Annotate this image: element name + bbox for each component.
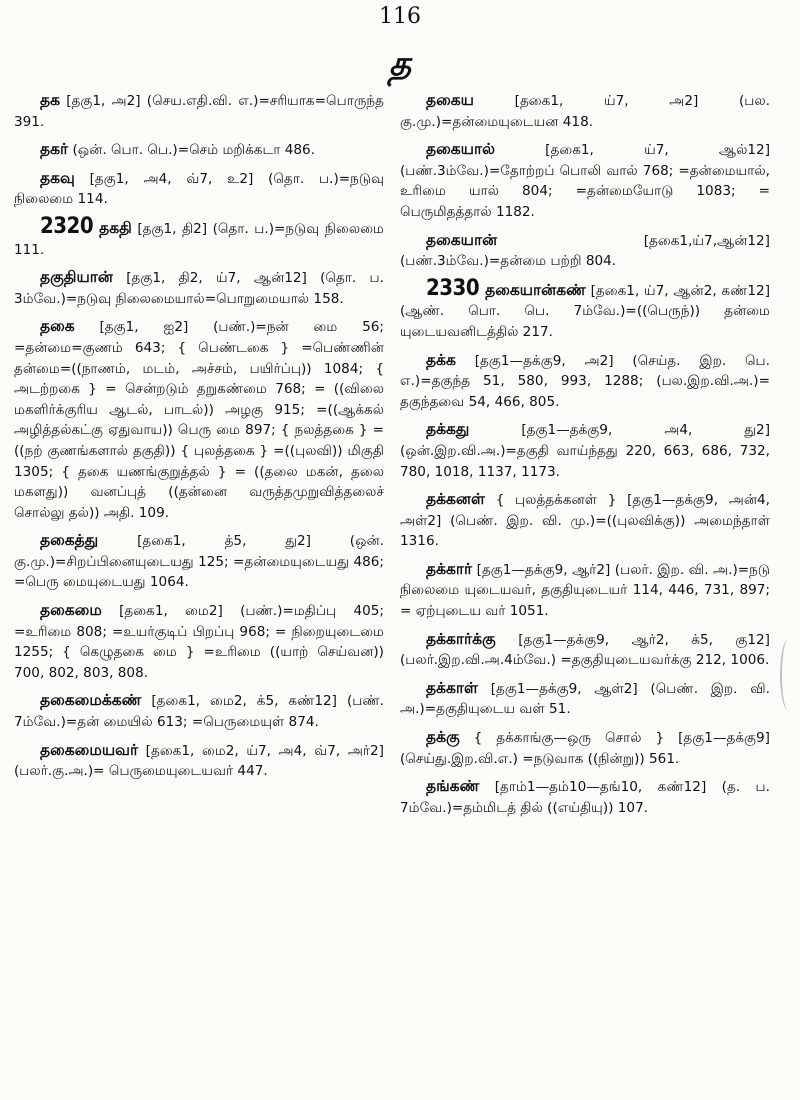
entry-definition: [தகு1, அ4, வ்7, உ2] (தொ. ப.)=நடுவு நிலைமை 114. — [14, 170, 385, 208]
entry-headword: தக்கு — [426, 728, 460, 747]
dictionary-entry — [400, 419, 770, 482]
entry-definition: [தகு1—தக்கு9, ஆள்2] (பெண். இற. வி. அ.)=தகுதியுடைய வள் 51. — [400, 680, 770, 718]
entry-headword: தகையான்கண் — [485, 280, 586, 299]
dictionary-entry — [400, 629, 770, 671]
entry-definition: [தாம்1—தம்10—தங்10, கண்12] (த. ப. 7ம்வே.)=தம்மிடத் தில் ((எய்தியு)) 107. — [400, 779, 770, 816]
entry-definition: [தகை1, ய்7, ஆல்12] (பண்.3ம்வே.)=தோற்றப் பொலி வால் 768; =தன்மையால், உரிமை யால் 804; =தன்மையோடு 1083; = பெருமிதத்தால் 1182. — [400, 142, 771, 220]
entry-headword: தகதி — [99, 218, 132, 237]
entry-definition: [தகு1, அ2] (செய.எதி.வி. எ.)=சரியாக=பொருந்த 391. — [14, 93, 384, 130]
entry-definition: [தகை1, மை2, க்5, கண்12] (பண். 7ம்வே.)=தன் மையில் 613; =பெருமையுள் 874. — [14, 693, 384, 731]
dictionary-entry — [400, 350, 770, 413]
entry-definition: [தகு1—தக்கு9, ஆர்2, க்5, கு12] (பலர்.இற.வி.அ.4ம்வே.) =தகுதியுடையவர்க்கு 212, 1006. — [400, 631, 770, 669]
entry-headword: தக்கனள் — [426, 490, 485, 509]
section-letter: த — [388, 44, 412, 84]
entry-definition: [தகு1, தி2, ய்7, ஆன்12] (தொ. ப. 3ம்வே.)=நடுவு நிலைமையால்=பொறுமையால் 158. — [14, 270, 384, 307]
dictionary-entry — [400, 139, 770, 222]
entry-headword: தகையால் — [426, 140, 495, 159]
entry-definition: [தகை1, ய்7, ஆன்2, கண்12] (ஆண். பொ. பெ. 7ம்வே.)=((பெருந்)) தன்மை யுடையவனிடத்தில் 217. — [400, 282, 770, 340]
dictionary-entry — [400, 230, 770, 272]
dictionary-entry — [14, 530, 384, 593]
entry-number: 2330 — [426, 275, 480, 301]
dictionary-entry — [14, 267, 384, 309]
entry-definition: [தகு1—தக்கு9, ஆர்2] (பலர். இற. வி. அ.)=நடு நிலைமை யுடையவர், தகுதியுடையர் 114, 446, 731, 897; = ஏற்புடைய வர் 1051. — [400, 561, 770, 620]
entry-definition: [தகை1, மை2, ய்7, அ4, வ்7, அர்2] (பலர்.கு.அ.)= பெருமையுடையவர் 447. — [14, 742, 384, 780]
dictionary-entry — [14, 90, 384, 132]
dictionary-entry — [400, 275, 770, 343]
entry-definition: [தகு1—தக்கு9, அ2] (செய்த. இற. பெ. எ.)=தகுந்த 51, 580, 993, 1288; (பல.இற.வி.அ.)= தகுந்தவை 54, 466, 805. — [400, 352, 770, 410]
dictionary-entry — [14, 213, 384, 260]
left-column — [14, 90, 384, 789]
dictionary-entry — [14, 139, 384, 161]
entry-definition: [தகு1, தி2] (தொ. ப.)=நடுவு நிலைமை 111. — [14, 220, 384, 258]
dictionary-entry — [400, 776, 770, 818]
entry-definition: [தகை1, ய்7, அ2] (பல. கு.மு.)=தன்மையுடையன 418. — [400, 93, 771, 130]
entry-number: 2320 — [40, 213, 94, 239]
entry-headword: தகைமைக்கண் — [40, 691, 142, 710]
entry-headword: தகுதியான் — [40, 268, 113, 287]
entry-definition: { புலத்தக்கனள் } [தகு1—தக்கு9, அன்4, அள்2] (பெண். இற. வி. மு.)=((புலவிக்கு)) அமைந்தாள் 1316. — [400, 492, 770, 550]
entry-headword: தக்கார்க்கு — [426, 629, 496, 648]
entry-headword: தக்கது — [426, 420, 470, 439]
entry-headword: தக்க — [426, 350, 456, 369]
right-column — [400, 90, 770, 825]
dictionary-entry — [14, 690, 384, 732]
entry-definition: [தகு1—தக்கு9, அ4, து2] (ஒன்.இற.வி.அ.)=தகுதி வாய்ந்தது 220, 663, 686, 732, 780, 1018, 1137, 1173. — [400, 422, 770, 480]
page-number: 116 — [379, 4, 421, 29]
dictionary-entry — [14, 600, 384, 683]
dictionary-entry — [14, 740, 384, 782]
entry-definition: { தக்காங்கு—ஒரு சொல் } [தகு1—தக்கு9] (செய்து.இற.வி.எ.) =நடுவாக ((நின்று)) 561. — [400, 730, 770, 767]
entry-definition: (ஒன். பொ. பெ.)=செம் மறிக்கடா 486. — [72, 142, 316, 159]
dictionary-entry — [14, 168, 384, 210]
entry-headword: தக்கார் — [426, 559, 473, 578]
dictionary-entry — [400, 489, 770, 552]
entry-headword: தகைமையவர் — [40, 740, 139, 759]
dictionary-entry — [400, 90, 770, 132]
entry-headword: தகவு — [40, 168, 75, 187]
entry-definition: [தகை1, மை2] (பண்.)=மதிப்பு 405; =உரிமை 808; =உயர்குடிப் பிறப்பு 968; = நிறையுடைமை 1255; { கெழுதகை மை } =உரிமை ((யாற் செய்வன)) 700, 802, 803, 808. — [14, 603, 384, 681]
entry-definition: [தகை1, த்5, து2] (ஒன். கு.மு.)=சிறப்பினையுடையது 125; =தன்மையுடையது 486; =பெரு மையுடையது 1064. — [14, 533, 384, 591]
entry-headword: தக்காள் — [426, 678, 479, 697]
entry-headword: தகை — [40, 317, 75, 336]
dictionary-entry — [14, 316, 384, 523]
entry-headword: தகைய — [426, 91, 474, 109]
entry-definition: [தகை1,ய்7,ஆன்12] (பண்.3ம்வே.)=தன்மை பற்றி 804. — [400, 232, 770, 270]
entry-headword: தகைத்து — [40, 531, 99, 550]
dictionary-entry — [400, 727, 770, 769]
entry-headword: தகையான் — [426, 230, 498, 249]
entry-definition: [தகு1, ஐ2] (பண்.)=நன் மை 56; =தன்மை=குணம் 643; { பெண்டகை } =பெண்ணின் தன்மை=((நாணம், மடம், அச்சம், பயிர்ப்பு)) 1084; { அடற்றகை } = சென்றடும் தறுகண்மை 768; = ((விலை மகளிர்க்குரிய ஆடல், பாடல்)) அழகு 915; =((ஆக்கல் அழித்தல்கட்கு ஏதுவாய)) பெரு மை 897; { நலத்தகை } =((நற் குணங்களால் தகுதி)) { புலத்தகை } =((புலவி)) மிகுதி 1305; { தகை யணங்குறுத்தல் } = ((தலை மகன், தலை மகளது)) வனப்புத் ((தன்னை வருத்தமுறுவித்தலைச் சொல்லு தல்)) அதி. 109. — [14, 319, 385, 521]
entry-headword: தங்கண் — [426, 777, 480, 796]
dictionary-entry — [400, 678, 770, 720]
scan-edge-mark — [780, 640, 796, 710]
dictionary-entry — [400, 559, 770, 622]
entry-headword: தக — [40, 91, 61, 109]
entry-headword: தகைமை — [40, 601, 102, 620]
entry-headword: தகர் — [40, 140, 69, 159]
